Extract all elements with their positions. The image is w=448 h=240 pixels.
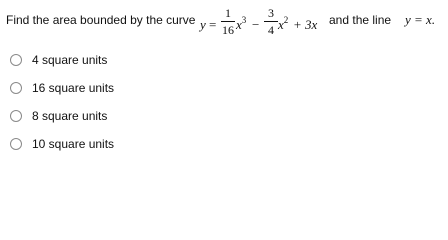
eq-minus: − xyxy=(252,17,260,32)
question-prefix: Find the area bounded by the curve xyxy=(6,13,196,27)
question xyxy=(6,6,444,40)
option-1[interactable] xyxy=(10,46,114,74)
term1-denominator: 16 xyxy=(222,23,234,37)
radio-button[interactable] xyxy=(10,82,22,94)
line-equation: y = x. xyxy=(405,12,436,27)
answer-options xyxy=(10,46,114,158)
radio-button[interactable] xyxy=(10,138,22,150)
term2-exponent: 2 xyxy=(283,15,289,25)
curve-equation xyxy=(192,6,342,40)
term2-numerator: 3 xyxy=(268,6,274,20)
option-label: 8 square units xyxy=(32,109,108,123)
term2-denominator: 4 xyxy=(268,23,274,37)
radio-button[interactable] xyxy=(10,110,22,122)
option-label: 10 square units xyxy=(32,137,115,151)
eq-rest: + 3x xyxy=(293,17,318,32)
term1-fraction-bar xyxy=(221,21,235,22)
term2-fraction-bar xyxy=(264,21,278,22)
radio-button[interactable] xyxy=(10,54,22,66)
question-suffix: and the line xyxy=(329,13,392,27)
option-2[interactable] xyxy=(10,74,114,102)
eq-lhs: y xyxy=(200,17,206,32)
term1-exponent: 3 xyxy=(241,15,247,25)
term1-variable: $x^3$ xyxy=(236,15,247,32)
option-3[interactable] xyxy=(10,102,114,130)
term2-variable: $x^2$ xyxy=(278,15,289,32)
option-4[interactable] xyxy=(10,130,114,158)
eq-equals: = xyxy=(209,17,217,32)
term1-numerator: 1 xyxy=(225,6,231,20)
option-label: 16 square units xyxy=(32,81,115,95)
option-label: 4 square units xyxy=(32,53,108,67)
